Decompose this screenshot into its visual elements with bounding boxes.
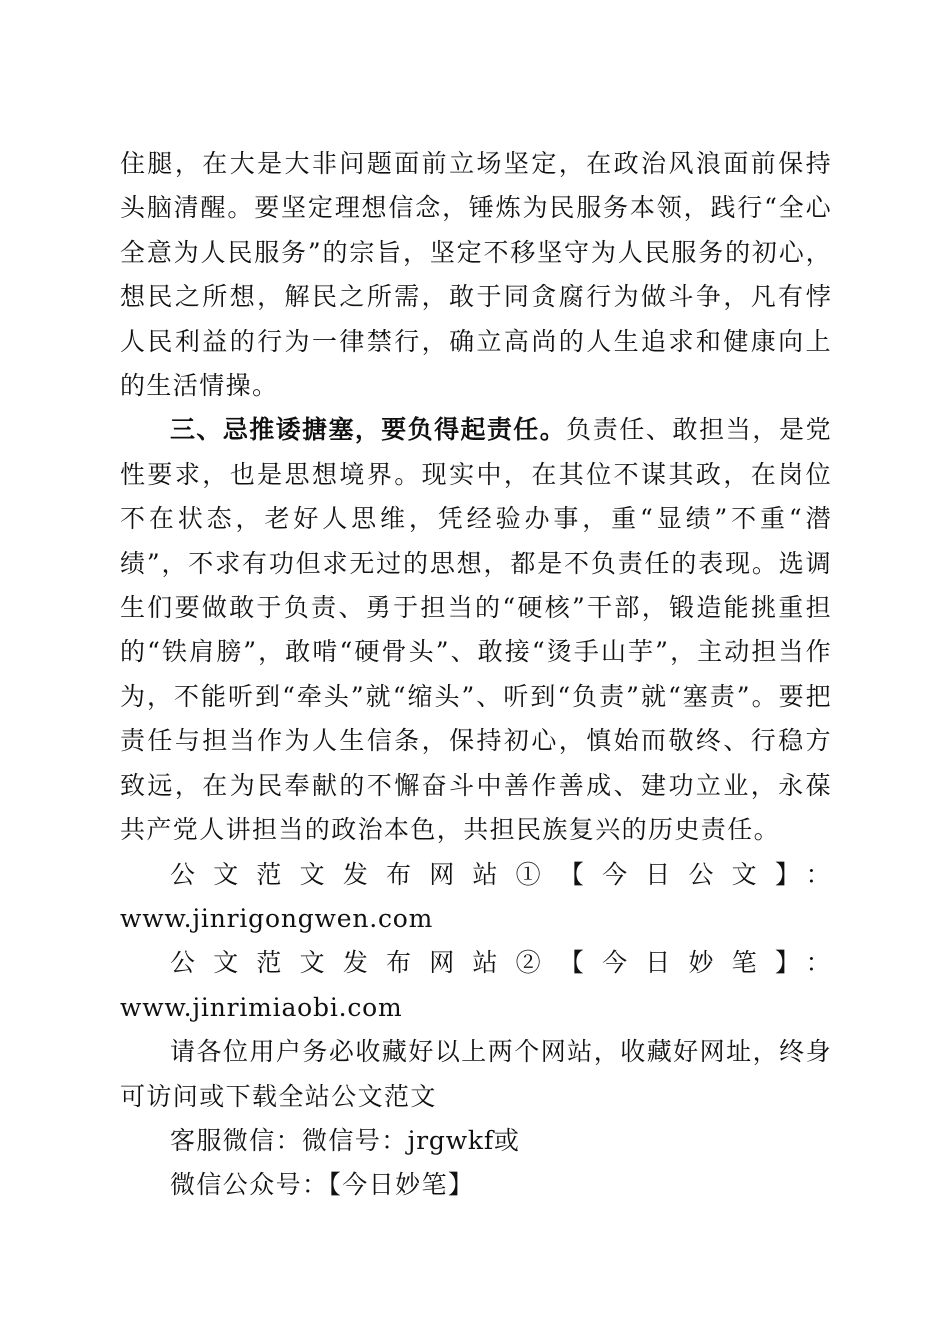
site-one-label: 公文范文发布网站①【今日公文】：	[170, 859, 832, 889]
site-one-block	[120, 853, 832, 942]
site-one-url[interactable]: www.jinrigongwen.com	[120, 903, 434, 933]
section-heading: 三、忌推诿搪塞，要负得起责任。	[170, 415, 567, 445]
official-account-text: 微信公众号：【今日妙笔】	[170, 1170, 475, 1200]
site-two-line	[120, 941, 832, 1030]
service-or: 或	[493, 1125, 521, 1155]
paragraph-text: 住腿，在大是大非问题面前立场坚定，在政治风浪面前保持头脑清醒。要坚定理想信念，锤炼为民服务本领，践行“全心全意为人民服务”的宗旨，坚定不移坚守为人民服务的初心，想民之所想，解民之所需，敢于同贪腐行为做斗争，凡有悖人民利益的行为一律禁行，确立高尚的人生追求和健康向上的生活情操。	[120, 149, 832, 401]
document-body	[120, 142, 832, 1208]
service-wechat-id: jrgwkf	[407, 1125, 494, 1155]
paragraph-continuation	[120, 142, 832, 408]
site-two-url[interactable]: www.jinrimiaobi.com	[120, 992, 403, 1022]
service-label: 客服微信：微信号：	[170, 1125, 408, 1155]
notice-text: 请各位用户务必收藏好以上两个网站，收藏好网址，终身可访问或下载全站公文范文	[120, 1037, 832, 1111]
paragraph-section-three	[120, 408, 832, 852]
customer-service-line	[120, 1119, 832, 1163]
site-two-label: 公文范文发布网站②【今日妙笔】：	[170, 948, 832, 978]
bookmark-notice	[120, 1030, 832, 1119]
paragraph-text: 负责任、敢担当，是党性要求，也是思想境界。现实中，在其位不谋其政，在岗位不在状态，老好人思维，凭经验办事，重“显绩”不重“潜绩”，不求有功但求无过的思想，都是不负责任的表现。选调生们要做敢于负责、勇于担当的“硬核”干部，锻造能挑重担的“铁肩膀”，敢啃“硬骨头”、敢接“烫手山芋”，主动担当作为，不能听到“牵头”就“缩头”、听到“负责”就“塞责”。要把责任与担当作为人生信条，保持初心，慎始而敬终、行稳方致远，在为民奉献的不懈奋斗中善作善成、建功立业，永葆共产党人讲担当的政治本色，共担民族复兴的历史责任。	[120, 415, 832, 845]
official-account-line	[120, 1163, 832, 1207]
